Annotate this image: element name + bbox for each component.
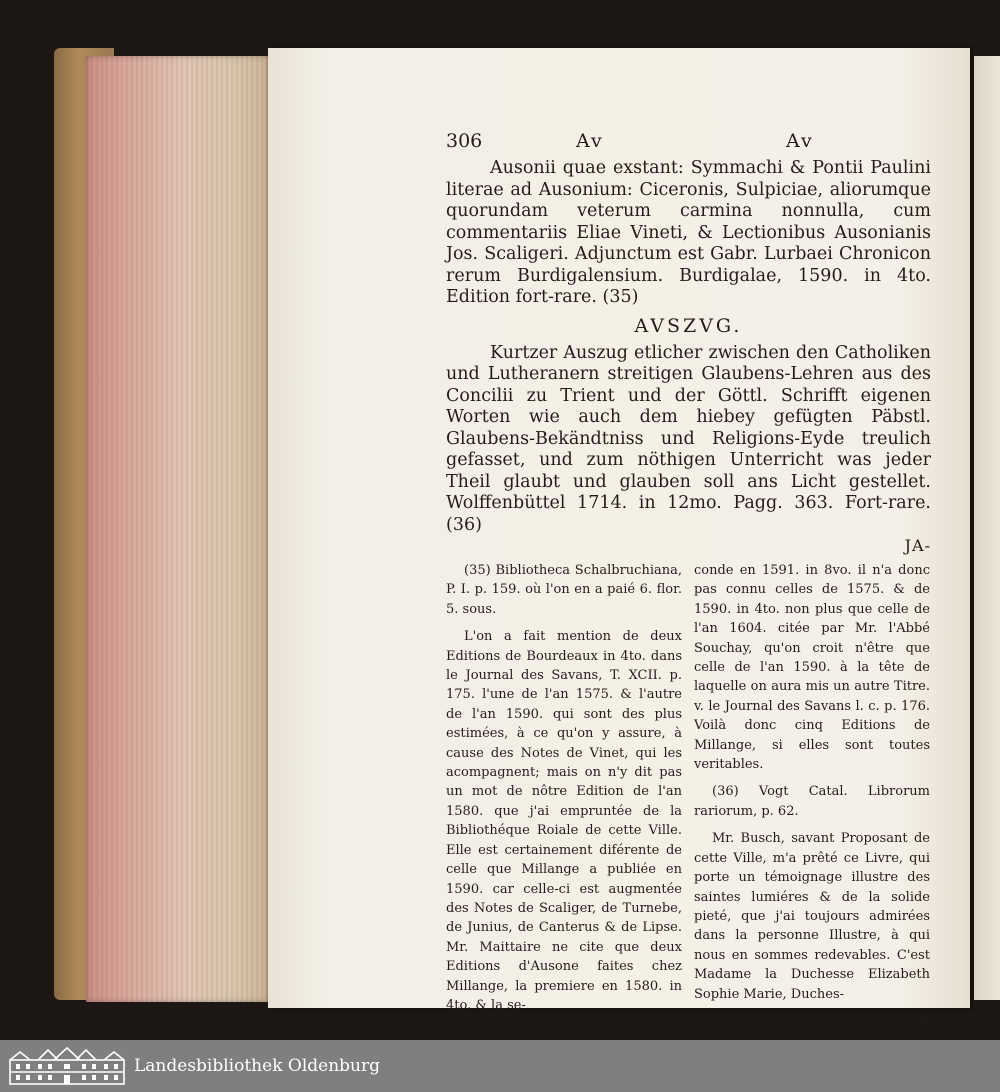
page-number: 306: [446, 130, 483, 152]
footnote-column-left: [446, 561, 682, 1023]
footnote-35-continuation: L'on a fait mention de deux Editions de Bourdeaux in 4to. dans le Journal des Savans, T. XCII. p. 175. l'une de l'an 1575. & l'autre de l'an 1590. qui sont des plus estimées, à ce qu'on y assure, à cause des Notes de Vinet, qui les acompagnent; mais on n'y dit pas un mot de nôtre Edition de l'an 1580. que j'ai empruntée de la Bibliothéque Roiale de cette Ville. Elle est certainement diférente de celle que Millange a publiée en 1590. car celle-ci est augmentée des Notes de Scaliger, de Turnebe, de Junius, de Canterus & de Lipse. Mr. Maittaire ne cite que deux Editions d'Ausone faites chez Millange, la premiere en 1580. in 4to. & la se-: [446, 629, 682, 1013]
footer-bar: [0, 1040, 1000, 1092]
section-heading: AVSZVG.: [634, 314, 743, 337]
bibliographic-entry-auszug: Kurtzer Auszug etlicher zwischen den Catholiken und Lutheranern streitigen Glaubens-Lehren aus des Concilii zu Trient und der Göttl. Schrifft eigenen Worten wie auch dem hiebey gefügten Päbstl. Glaubens-Bekändtniss und Religions-Eyde treulich gefasset, und zum nöthigen Unterricht was jeder Theil glaubt und glauben soll ans Licht gestellet. Wolffenbüttel 1714. in 12mo. Pagg. 363. Fort-rare. (36): [446, 342, 931, 535]
running-head-left: Av: [576, 130, 604, 152]
library-name: Landesbibliothek Oldenburg: [134, 1056, 381, 1076]
bibliographic-entry-ausonius: Ausonii quae exstant: Symmachi & Pontii Paulini literae ad Ausonium: Ciceronis, Sulpiciae, aliorumque quorundam veterum carmina nonnulla, cum commentariis Eliae Vineti, & Lectionibus Ausonianis Jos. Scaligeri. Adjunctum est Gabr. Lurbaei Chronicon rerum Burdigalensium. Burdigalae, 1590. in 4to. Edition fort-rare. (35): [446, 158, 931, 307]
facing-page-edge: [974, 56, 1000, 1000]
footnote-35: (35) Bibliotheca Schalbruchiana, P. I. p. 159. où l'on en a paié 6. flor. 5. sous.: [446, 563, 682, 617]
library-building-logo-icon: [8, 1046, 126, 1086]
footnote-35-right: conde en 1591. in 8vo. il n'a donc pas connu celles de 1575. & de 1590. in 4to. non plus que celle de l'an 1604. citée par Mr. l'Abbé Souchay, qu'on croit n'être que celle de l'an 1590. à la tête de laquelle on aura mis un autre Titre. v. le Journal des Savans l. c. p. 176. Voilà donc cinq Editions de Millange, si elles sont toutes veritables.: [694, 563, 930, 773]
page-block-edge: [86, 56, 268, 1002]
running-header: [446, 130, 931, 158]
page-text: [446, 130, 931, 1029]
running-head-right: Av: [786, 130, 814, 152]
footnote-36-continuation: Mr. Busch, savant Proposant de cette Ville, m'a prêté ce Livre, qui porte un témoignage illustre des saintes lumiéres & de la solide pieté, que j'ai toujours admirées dans la personne Illustre, à qui nous en sommes redevables. C'est Madame la Duchesse Elizabeth Sophie Marie, Duches-: [694, 831, 930, 1002]
footnote-36: (36) Vogt Catal. Librorum rariorum, p. 62.: [694, 784, 930, 819]
footnotes: [446, 561, 931, 1029]
catchword: JA-: [904, 536, 931, 555]
footnote-catchword: se: [915, 1013, 930, 1029]
footnote-column-right: [694, 561, 930, 1031]
